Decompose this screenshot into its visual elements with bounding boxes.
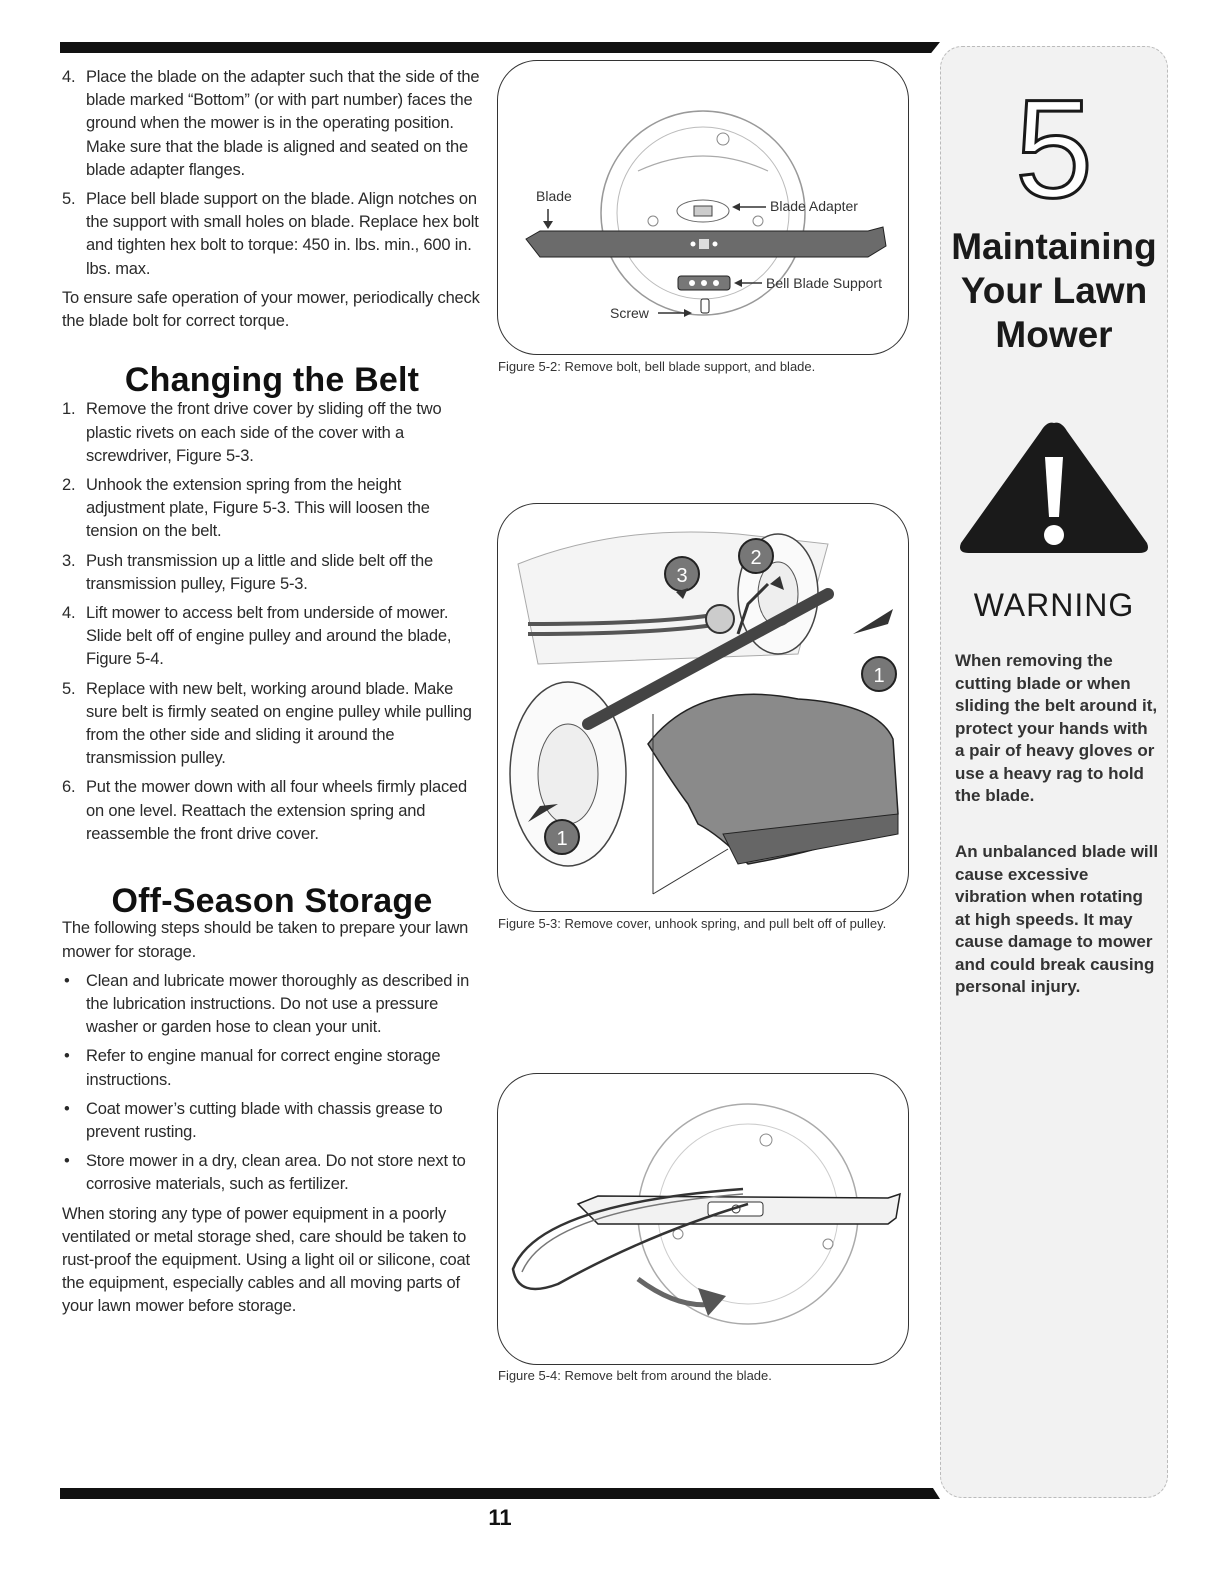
page-number: 11 — [488, 1505, 512, 1530]
list-item: • Store mower in a dry, clean area. Do not store next to corrosive materials, such as fertilizer. — [64, 1152, 466, 1194]
list-item: • Clean and lubricate mower thoroughly as described in the lubrication instructions. Do not use a pressure washer or garden hose to clean your unit. — [64, 971, 470, 1037]
svg-text:5: 5 — [1015, 70, 1093, 227]
list-item: 2. Unhook the extension spring from the height adjustment plate, Figure 5-3. This will loosen the tension on the belt. — [62, 476, 430, 541]
step-text: Place the blade on the adapter such that the side of the blade marked “Bottom” (or with part number) faces the ground when the mower is in the operating position. Make sure that the blade is aligned and seated on the blade adapter flanges. — [86, 68, 480, 179]
figure-5-2 — [497, 60, 909, 355]
list-item: • Refer to engine manual for correct engine storage instructions. — [64, 1047, 441, 1089]
blade-label: Blade — [536, 188, 572, 204]
figure-5-4-caption: Figure 5-4: Remove belt from around the blade. — [498, 1368, 772, 1383]
bullet-icon: • — [64, 971, 70, 990]
belt-steps-list — [62, 398, 482, 846]
list-item: 1. Remove the front drive cover by sliding off the two plastic rivets on each side of the cover with a screwdriver, Figure 5-3. — [62, 400, 442, 465]
chapter-title: Maintaining Your Lawn Mower — [951, 226, 1157, 355]
screw-label: Screw — [610, 305, 649, 321]
callout-1-right: 1 — [873, 665, 885, 687]
callout-2: 2 — [750, 547, 762, 569]
callout-3: 3 — [676, 565, 688, 587]
step-text: Place bell blade support on the blade. Align notches on the support with small holes on blade. Replace hex bolt and tighten hex bolt to torque: 450 in. lbs. min., 600 in. lbs. max. — [86, 190, 479, 278]
list-item: 4. Place the blade on the adapter such that the side of the blade marked “Bottom” (or with part number) faces the ground when the mower is in the operating position. Make sure that the blade is aligned and seated on the blade adapter flanges. — [62, 68, 480, 179]
list-item: 3. Push transmission up a little and slide belt off the transmission pulley, Figure 5-3. — [62, 551, 434, 593]
blade-steps-list — [62, 66, 482, 281]
step-text: Replace with new belt, working around blade. Make sure belt is firmly seated on engine pulley while pulling from the other side and sliding it around the transmission pulley. — [86, 679, 472, 768]
warning-paragraph-2: An unbalanced blade will cause excessive vibration when rotating at high speeds. It may cause damage to mower and could break causing personal injury. — [955, 842, 1159, 996]
bullet-icon: • — [64, 1152, 70, 1171]
warning-label: WARNING — [973, 587, 1135, 623]
warning-paragraph-1: When removing the cutting blade or when sliding the belt around it, protect your hands with a pair of heavy gloves or use a heavy rag to hold the blade. — [955, 651, 1158, 805]
bullet-icon: • — [64, 1099, 70, 1118]
torque-note: To ensure safe operation of your mower, periodically check the blade bolt for correct torque. — [62, 288, 480, 331]
figure-5-3 — [497, 503, 909, 912]
step-text: Lift mower to access belt from underside of mower. Slide belt off of engine pulley and around the blade, Figure 5-4. — [86, 604, 452, 669]
bell-blade-support-label: Bell Blade Support — [766, 275, 882, 291]
storage-bullets — [62, 970, 482, 1197]
bullet-icon: • — [64, 1047, 70, 1066]
blade-assembly-illustration — [498, 61, 908, 354]
list-item: 5. Replace with new belt, working around blade. Make sure belt is firmly seated on engine pulley while pulling from the other side and sliding it around the transmission pulley. — [62, 679, 472, 768]
step-text: Push transmission up a little and slide belt off the transmission pulley, Figure 5-3. — [86, 551, 434, 593]
main-text-column — [62, 66, 482, 1325]
list-item: 4. Lift mower to access belt from underside of mower. Slide belt off of engine pulley and around the blade, Figure 5-4. — [62, 604, 452, 669]
changing-belt-heading: Changing the Belt — [124, 361, 420, 400]
figure-5-2-caption: Figure 5-2: Remove bolt, bell blade support, and blade. — [498, 359, 816, 374]
list-item: • Coat mower’s cutting blade with chassis grease to prevent rusting. — [64, 1099, 443, 1141]
step-text: Put the mower down with all four wheels firmly placed on one level. Reattach the extension spring and reassemble the front drive cover. — [86, 778, 467, 843]
warning-triangle-icon — [941, 417, 1167, 557]
step-text: Remove the front drive cover by sliding off the two plastic rivets on each side of the cover with a screwdriver, Figure 5-3. — [86, 400, 442, 465]
top-rule — [60, 42, 940, 53]
mower-belt-illustration — [498, 504, 908, 911]
bottom-rule — [60, 1488, 940, 1499]
step-text: Unhook the extension spring from the height adjustment plate, Figure 5-3. This will loosen the tension on the belt. — [86, 476, 430, 541]
storage-intro: The following steps should be taken to prepare your lawn mower for storage. — [62, 919, 469, 961]
chapter-sidebar — [940, 46, 1168, 1498]
figure-5-4 — [497, 1073, 909, 1365]
blade-adapter-label: Blade Adapter — [770, 198, 858, 214]
figure-5-3-caption: Figure 5-3: Remove cover, unhook spring, and pull belt off of pulley. — [498, 916, 887, 931]
chapter-number-graphic — [941, 47, 1167, 227]
storage-closing: When storing any type of power equipment in a poorly ventilated or metal storage shed, care should be taken to rust-proof the equipment. Using a light oil or silicone, coat the equipment, especially cables and all moving parts of your lawn mower before storage. — [62, 1204, 470, 1316]
list-item: 5. Place bell blade support on the blade. Align notches on the support with small holes on blade. Replace hex bolt and tighten hex bolt to torque: 450 in. lbs. min., 600 in. lbs. max. — [62, 190, 479, 278]
list-item: 6. Put the mower down with all four wheels firmly placed on one level. Reattach the extension spring and reassemble the front drive cover. — [62, 778, 467, 843]
off-season-storage-heading: Off-Season Storage — [111, 882, 433, 921]
callout-1-left: 1 — [556, 828, 568, 850]
belt-removal-illustration — [498, 1074, 908, 1364]
